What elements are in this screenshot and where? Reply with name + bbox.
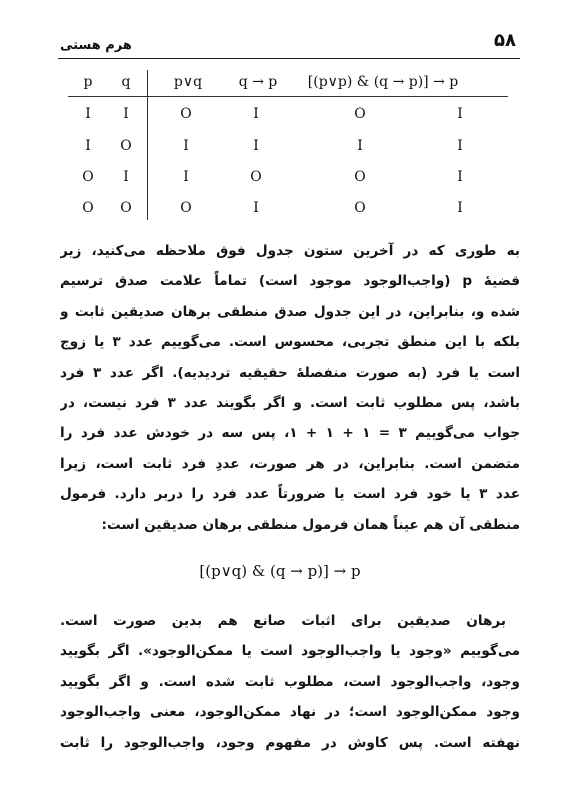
table-cell: O (180, 106, 192, 122)
text-line: باشد، پس مطلوب ثابت است. و اگر بگویند عدد ۳ فرد نیست، در (60, 394, 520, 411)
table-cell: O (82, 200, 94, 216)
table-cell: O (354, 169, 366, 185)
table-cell: I (123, 106, 129, 122)
table-cell: O (82, 169, 94, 185)
truth-table (58, 66, 520, 226)
table-cell: I (183, 138, 189, 154)
text-line: برهان صدیقین برای اثبات صانع هم بدین صورت است. (60, 613, 506, 629)
paragraph-1 (60, 236, 520, 540)
table-header-rule (68, 96, 508, 97)
text-line: است یا فرد (به صورت منفصلهٔ حقیقیه تردیدیه). اگر عدد ۳ فرد (60, 364, 520, 381)
table-cell: I (457, 200, 463, 216)
text-line: وجود ممکن‌الوجود است؛ در نهاد ممکن‌الوجود، معنی واجب‌الوجود (60, 704, 520, 721)
table-cell: I (457, 138, 463, 154)
table-cell: I (85, 138, 91, 154)
table-cell: O (250, 169, 262, 185)
table-header-p: p (83, 74, 93, 90)
table-column-rule (147, 70, 148, 220)
table-cell: I (457, 106, 463, 122)
text-line: متضمن است. بنابراین، در هر صورت، عددِ فرد ثابت است، زیرا (60, 455, 520, 472)
table-cell: O (354, 106, 366, 122)
text-line: قضیهٔ p (واجب‌الوجود موجود است) تماماً علامت صدق ترسیم (60, 273, 520, 290)
text-line: منطقی آن هم عیناً همان فرمول منطقی برهان صدیقین است: (101, 516, 520, 533)
table-cell: I (123, 169, 129, 185)
table-header-q: q (121, 74, 131, 90)
text-line: عدد ۳ یا خود فرد است یا ضرورتاً عدد فرد را دربر دارد. فرمول (60, 486, 520, 503)
text-line: جواب می‌گوییم ۳ = ۱ + ۱ + ۱، پس سه در خودش عدد فرد را (60, 425, 520, 442)
table-cell: O (180, 200, 192, 216)
table-cell: O (120, 200, 132, 216)
text-line: بلکه با این منطق تجربی، محسوس است. می‌گوییم عدد ۳ یا زوج (60, 334, 520, 351)
table-header-p-or-q: p∨q (173, 74, 203, 90)
text-line: وجود، واجب‌الوجود است، مطلوب ثابت شده است. و اگر بگویید (60, 673, 520, 690)
table-cell: O (354, 200, 366, 216)
running-header-title: هرم هستی (60, 38, 132, 53)
table-cell: O (120, 138, 132, 154)
table-cell: I (357, 138, 363, 154)
text-line: شده و، بنابراین، در این جدول صدق منطقی برهان صدیقین ثابت و (60, 303, 520, 320)
table-cell: I (253, 200, 259, 216)
table-header-q-implies-p: q → p (238, 74, 278, 90)
table-cell: I (457, 169, 463, 185)
logic-formula: [(p∨q) & (q → p)] → p (199, 562, 361, 580)
table-cell: I (253, 138, 259, 154)
table-cell: I (85, 106, 91, 122)
text-line: به طوری که در آخرین ستون جدول فوق ملاحظه می‌کنید، زیر (60, 243, 520, 259)
table-cell: I (183, 169, 189, 185)
page-number: ۵۸ (494, 30, 516, 51)
table-header-formula: [(p∨p) & (q → p)] → p (307, 74, 459, 90)
header-rule (58, 58, 520, 59)
text-line: نهفته است. پس کاوش در مفهوم وجود، واجب‌الوجود را ثابت (60, 734, 520, 751)
text-line: می‌گوییم «وجود یا واجب‌الوجود است یا ممکن‌الوجود». اگر بگویید (60, 643, 520, 660)
paragraph-2 (60, 606, 520, 758)
table-cell: I (253, 106, 259, 122)
